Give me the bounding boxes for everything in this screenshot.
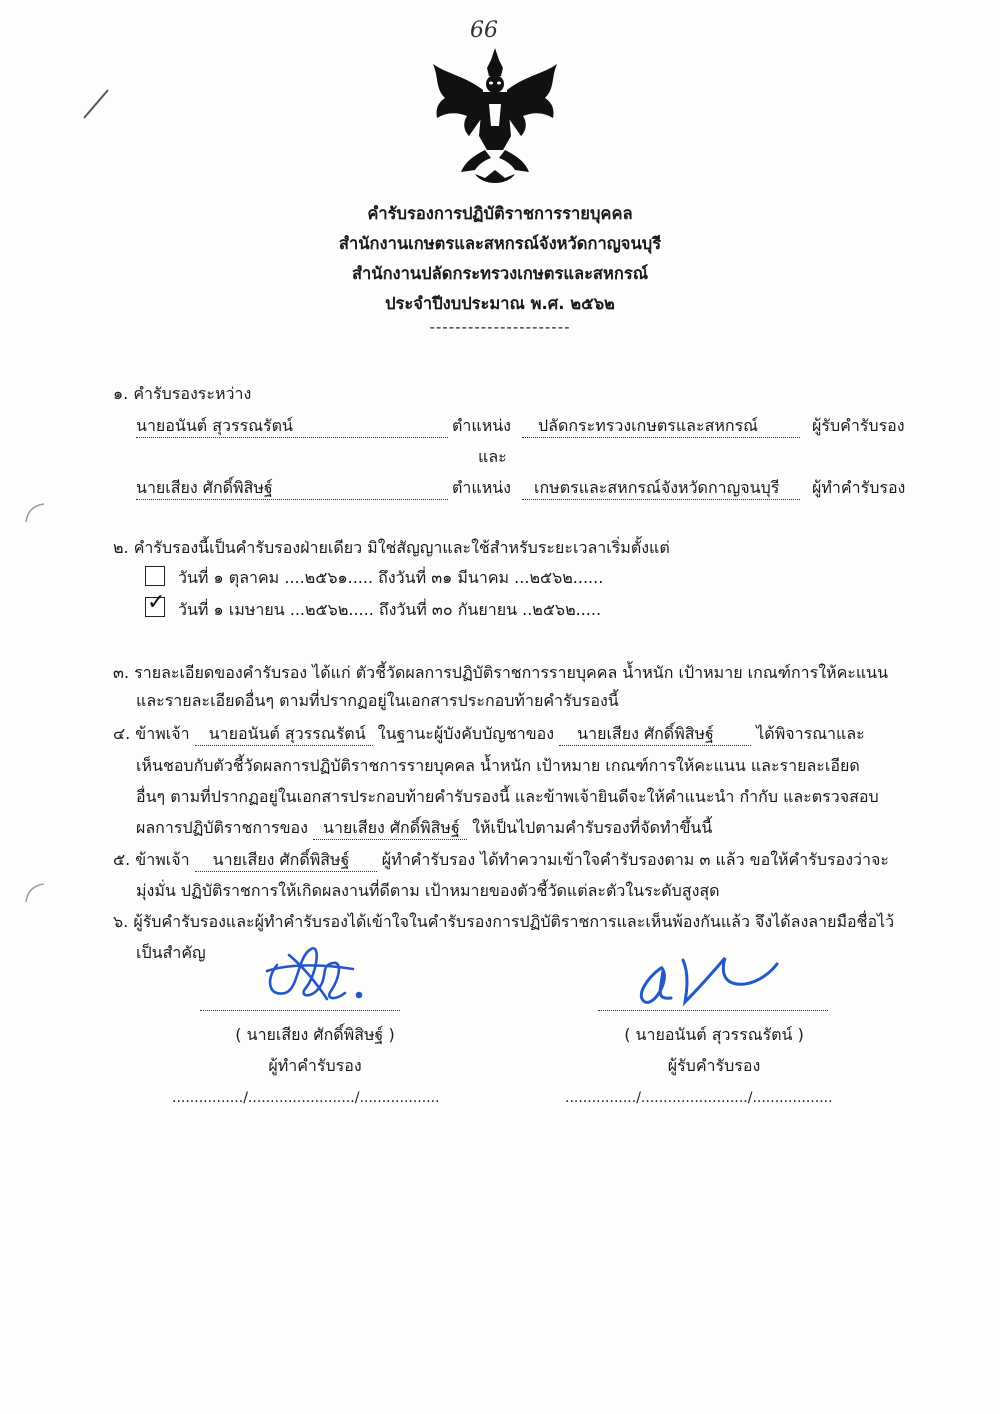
period2-checkbox[interactable] — [145, 590, 166, 617]
period1-text: วันที่ ๑ ตุลาคม ....๒๕๖๑..... ถึงวันที่ ๓๑ มีนาคม ...๒๕๖๒...... — [178, 568, 604, 587]
section4-line2: เห็นชอบกับตัวชี้วัดผลการปฏิบัติราชการรายบุคคล น้ำหนัก เป้าหมาย เกณฑ์การให้คะแนน และรายละเอียด — [136, 756, 860, 775]
section4-line4 — [136, 817, 712, 840]
right-signer-name: ( นายอนันต์ สุวรรณรัตน์ ) — [624, 1025, 804, 1044]
section3-line2: และรายละเอียดอื่นๆ ตามที่ปรากฏอยู่ในเอกสารประกอบท้ายคำรับรองนี้ — [136, 691, 619, 710]
section4-line4-name: นายเสียง ศักดิ์พิสิษฐ์ — [313, 817, 467, 840]
period1-checkbox[interactable] — [145, 566, 165, 586]
check-mark-icon: ✓ — [147, 590, 166, 615]
scan-mark — [80, 88, 110, 128]
section4-line4-suffix: ให้เป็นไปตามคำรับรองที่จัดทำขึ้นนี้ — [472, 818, 713, 837]
right-date-field[interactable]: ................/......................../.................. — [565, 1090, 833, 1106]
section5-line2: มุ่งมั่น ปฏิบัติราชการให้เกิดผลงานที่ดีตาม เป้าหมายของตัวชี้วัดแต่ละตัวในระดับสูงสุด — [136, 881, 720, 900]
punch-hole-mark — [20, 500, 50, 530]
agency-name: สำนักงานเกษตรและสหกรณ์จังหวัดกาญจนบุรี — [338, 234, 662, 253]
position-label: ตำแหน่ง — [452, 478, 511, 497]
party2-position-field — [522, 477, 800, 500]
signature-left — [255, 935, 385, 1010]
party2-name-field — [136, 477, 448, 500]
party2-role: ผู้ทำคำรับรอง — [812, 478, 906, 497]
party1-position: ปลัดกระทรวงเกษตรและสหกรณ์ — [538, 416, 758, 435]
and-connector: และ — [478, 447, 507, 466]
ministry-name: สำนักงานปลัดกระทรวงเกษตรและสหกรณ์ — [351, 264, 649, 283]
section4-name2: นายเสียง ศักดิ์พิสิษฐ์ — [559, 723, 751, 746]
section4-line4-prefix: ผลการปฏิบัติราชการของ — [136, 818, 308, 837]
party1-position-field — [522, 415, 800, 438]
section3-line1: ๓. รายละเอียดของคำรับรอง ได้แก่ ตัวชี้วัดผลการปฏิบัติราชการรายบุคคล น้ำหนัก เป้าหมาย เกณฑ์การให้คะแนน — [113, 663, 889, 682]
position-label: ตำแหน่ง — [452, 416, 511, 435]
section4-name1: นายอนันต์ สุวรรณรัตน์ — [195, 723, 373, 746]
right-signature-line — [598, 1010, 828, 1011]
section4-suffix: ได้พิจารณาและ — [756, 724, 865, 743]
party2-position: เกษตรและสหกรณ์จังหวัดกาญจนบุรี — [534, 478, 780, 497]
section4-line1 — [113, 723, 865, 746]
punch-hole-mark — [20, 880, 50, 910]
party2-name: นายเสียง ศักดิ์พิสิษฐ์ — [136, 478, 273, 497]
section5-name: นายเสียง ศักดิ์พิสิษฐ์ — [195, 849, 377, 872]
party1-role: ผู้รับคำรับรอง — [812, 416, 905, 435]
section2-title: ๒. คำรับรองนี้เป็นคำรับรองฝ่ายเดียว มิใช่สัญญาและใช้สำหรับระยะเวลาเริ่มตั้งแต่ — [113, 538, 670, 557]
section4-mid: ในฐานะผู้บังคับบัญชาของ — [377, 724, 555, 743]
section5-suffix: ผู้ทำคำรับรอง ได้ทำความเข้าใจคำรับรองตาม ๓ แล้ว ขอให้คำรับรองว่าจะ — [381, 850, 889, 869]
section6-line1: ๖. ผู้รับคำรับรองและผู้ทำคำรับรองได้เข้าใจในคำรับรองการปฏิบัติราชการและเห็นพ้องกันแล้ว จึงได้ลงลายมือชื่อไว้ — [113, 912, 895, 931]
left-signer-role: ผู้ทำคำรับรอง — [268, 1056, 362, 1075]
left-signer-name: ( นายเสียง ศักดิ์พิสิษฐ์ ) — [235, 1025, 395, 1044]
section4-prefix: ๔. ข้าพเจ้า — [113, 724, 190, 743]
garuda-emblem-icon — [425, 46, 565, 191]
header-separator: ---------------------- — [429, 318, 571, 336]
section5-line1 — [113, 849, 889, 872]
signature-right — [625, 950, 785, 1010]
left-date-field[interactable]: ................/......................../.................. — [172, 1090, 440, 1106]
period2-text: วันที่ ๑ เมษายน ...๒๕๖๒..... ถึงวันที่ ๓๐ กันยายน ..๒๕๖๒..... — [178, 600, 602, 619]
left-signature-line — [200, 1010, 400, 1011]
section5-prefix: ๕. ข้าพเจ้า — [113, 850, 190, 869]
party1-name-field — [136, 415, 448, 438]
right-signer-role: ผู้รับคำรับรอง — [667, 1056, 761, 1075]
party1-name: นายอนันต์ สุวรรณรัตน์ — [136, 416, 293, 435]
page-number: 66 — [470, 18, 498, 43]
section6-line2: เป็นสำคัญ — [136, 943, 206, 962]
section4-line3: อื่นๆ ตามที่ปรากฏอยู่ในเอกสารประกอบท้ายคำรับรองนี้ และข้าพเจ้ายินดีจะให้คำแนะนำ กำกับ และตรวจสอบ — [136, 787, 879, 806]
section1-title: ๑. คำรับรองระหว่าง — [113, 384, 252, 403]
fiscal-year: ประจำปีงบประมาณ พ.ศ. ๒๕๖๒ — [385, 294, 615, 313]
doc-title: คำรับรองการปฏิบัติราชการรายบุคคล — [367, 204, 633, 223]
